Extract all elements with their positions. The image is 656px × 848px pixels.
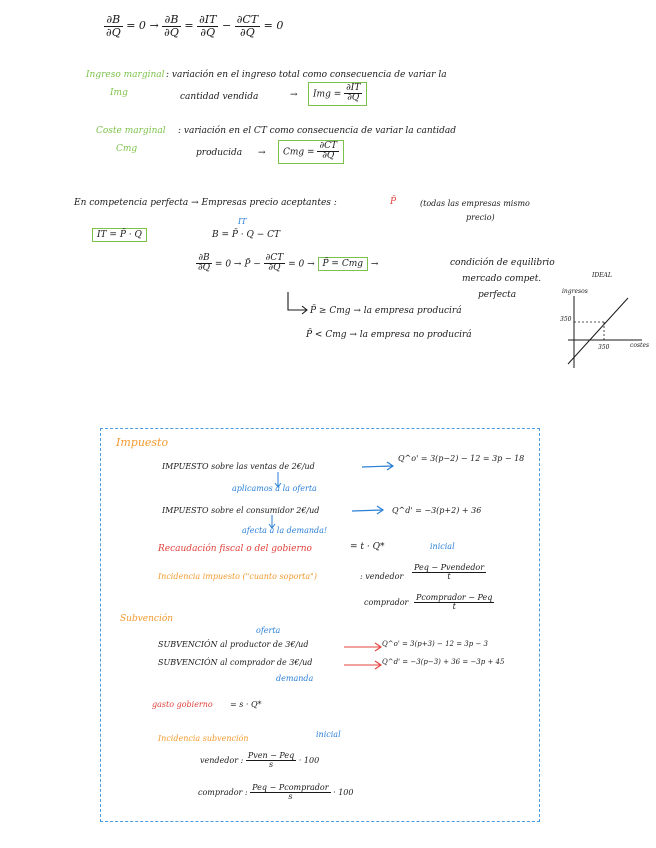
mini-graph: [562, 292, 652, 372]
equation-profit-max: $\frac{\partial B}{\partial Q}$ = 0 → $\frac{\partial B}{\partial Q}$ = $\frac{\partial IT}{\partial Q}$ − $\frac{\partial CT}{\partial Q}$ = 0: [106, 13, 284, 39]
competition-line: En competencia perfecta → Empresas precio aceptantes :: [74, 198, 337, 208]
img-formula-box: Img = $\frac{\partial IT}{\partial Q}$: [308, 82, 367, 106]
cmg-term: Coste marginal: [96, 126, 166, 136]
imp1-equation: Q^o' = 3(p−2) − 12 = 3p − 18: [398, 454, 525, 463]
graph-ylabel: ingresos: [562, 288, 588, 295]
imp1-note: aplicamos a la oferta: [232, 484, 317, 493]
equilibrium-equation: $\frac{\partial B}{\partial Q}$ = 0 → P̄ − $\frac{\partial CT}{\partial Q}$ = 0 → P̄ = Cmg →: [198, 253, 379, 274]
fraction: $\frac{\partial CT}{\partial Q}$: [265, 253, 284, 274]
fraction: $\frac{\partial B}{\partial Q}$: [164, 13, 179, 39]
arrow-icon: [352, 505, 386, 517]
cmg-formula-box: Cmg = $\frac{\partial CT}{\partial Q}$: [278, 140, 344, 164]
fraction: $\frac{\partial B}{\partial Q}$: [106, 13, 121, 39]
fraction: $\frac{\partial IT}{\partial Q}$: [346, 83, 361, 104]
cmg-abbr: Cmg: [116, 144, 138, 154]
fraction: $\frac{\partial CT}{\partial Q}$: [236, 13, 259, 39]
profit-equation: B = P̄ · Q − CT: [212, 230, 281, 240]
arrow-icon: →: [370, 259, 379, 270]
arrow-icon: →: [290, 90, 298, 100]
p-equals-cmg-box: P̄ = Cmg: [318, 257, 369, 271]
incidencia-impuesto-label: Incidencia impuesto ("cuanto soporta"): [158, 572, 317, 581]
subv1-text: SUBVENCIÓN al productor de 3€/ud: [158, 640, 309, 649]
inicial-note-2: inicial: [316, 730, 341, 739]
subv1-equation: Q^o' = 3(p+3) − 12 = 3p − 3: [382, 640, 489, 648]
img-term: Ingreso marginal: [86, 70, 165, 80]
arrow-icon: [344, 660, 384, 670]
arrow-icon: →: [258, 148, 266, 158]
impuesto-title: Impuesto: [116, 436, 169, 449]
img-desc-line1: : variación en el ingreso total como consecuencia de variar la: [166, 70, 447, 80]
condition-text-3: perfecta: [478, 290, 517, 300]
same-price-note-1: (todas las empresas mismo: [420, 199, 530, 208]
cmg-desc-line1: : variación en el CT como consecuencia de variar la cantidad: [178, 126, 457, 136]
incidencia-comprador-label: comprador: [364, 598, 409, 607]
recaudacion-equation: = t · Q*: [350, 542, 385, 552]
subv-vendedor-row: vendedor : $\frac{\text{Pven − Peq}}{s}$ · 100: [200, 751, 320, 770]
fraction: $\frac{\partial IT}{\partial Q}$: [199, 13, 217, 39]
subv2-text: SUBVENCIÓN al comprador de 3€/ud: [158, 658, 313, 667]
imp1-text: IMPUESTO sobre las ventas de 2€/ud: [162, 462, 315, 471]
cmg-desc-line2: producida: [196, 148, 243, 158]
arrow-icon: [362, 461, 396, 473]
incidencia-comprador-fraction: $\frac{\text{Pcomprador − Peq}}{t}$: [416, 593, 493, 612]
inicial-note-1: inicial: [430, 542, 455, 551]
notes-dashed-box: [100, 428, 540, 822]
graph-ideal-label: IDEAL: [592, 272, 612, 279]
subv-comprador-row: comprador : $\frac{\text{Peq − Pcomprador}}{s}$ · 100: [198, 783, 354, 802]
imp2-note: afecta a la demanda!: [242, 526, 328, 535]
condition-text-2: mercado compet.: [462, 274, 542, 284]
gasto-gobierno-equation: = s · Q*: [230, 700, 262, 709]
subvencion-title: Subvención: [120, 614, 174, 624]
graph-x-tick: 350: [598, 344, 610, 351]
img-abbr: Img: [110, 88, 128, 98]
arrow-icon: →: [149, 19, 159, 33]
incidencia-vendedor-fraction: $\frac{\text{Peq − Pvendedor}}{t}$: [414, 563, 485, 582]
it-formula-box: IT = P̄ · Q: [92, 228, 147, 242]
recaudacion-label: Recaudación fiscal o del gobierno: [158, 544, 312, 554]
graph-y-tick: 350: [560, 316, 572, 323]
imp2-text: IMPUESTO sobre el consumidor 2€/ud: [162, 506, 320, 515]
incidencia-vendedor-label: : vendedor: [360, 572, 404, 581]
condition-text-1: condición de equilibrio: [450, 258, 555, 268]
rule-not-produces: P̄ < Cmg → la empresa no producirá: [306, 330, 472, 340]
imp2-equation: Q^d' = −3(p+2) + 36: [392, 506, 482, 515]
fraction: $\frac{\partial CT}{\partial Q}$: [319, 141, 338, 162]
subv2-note: demanda: [276, 674, 314, 683]
fraction: $\frac{\partial B}{\partial Q}$: [198, 253, 211, 274]
img-desc-line2: cantidad vendida: [180, 92, 259, 102]
price-symbol: P̄: [390, 197, 397, 207]
subv2-equation: Q^d' = −3(p−3) + 36 = −3p + 45: [382, 658, 505, 666]
same-price-note-2: precio): [466, 213, 495, 222]
subv1-note: oferta: [256, 626, 281, 635]
arrow-icon: [344, 642, 384, 652]
graph-xlabel: costes: [630, 342, 650, 349]
it-tag: IT: [238, 217, 247, 226]
incidencia-subvencion-label: Incidencia subvención: [158, 734, 249, 743]
gasto-gobierno-label: gasto gobierno: [152, 700, 213, 709]
rule-produces: P̄ ≥ Cmg → la empresa producirá: [310, 306, 462, 316]
